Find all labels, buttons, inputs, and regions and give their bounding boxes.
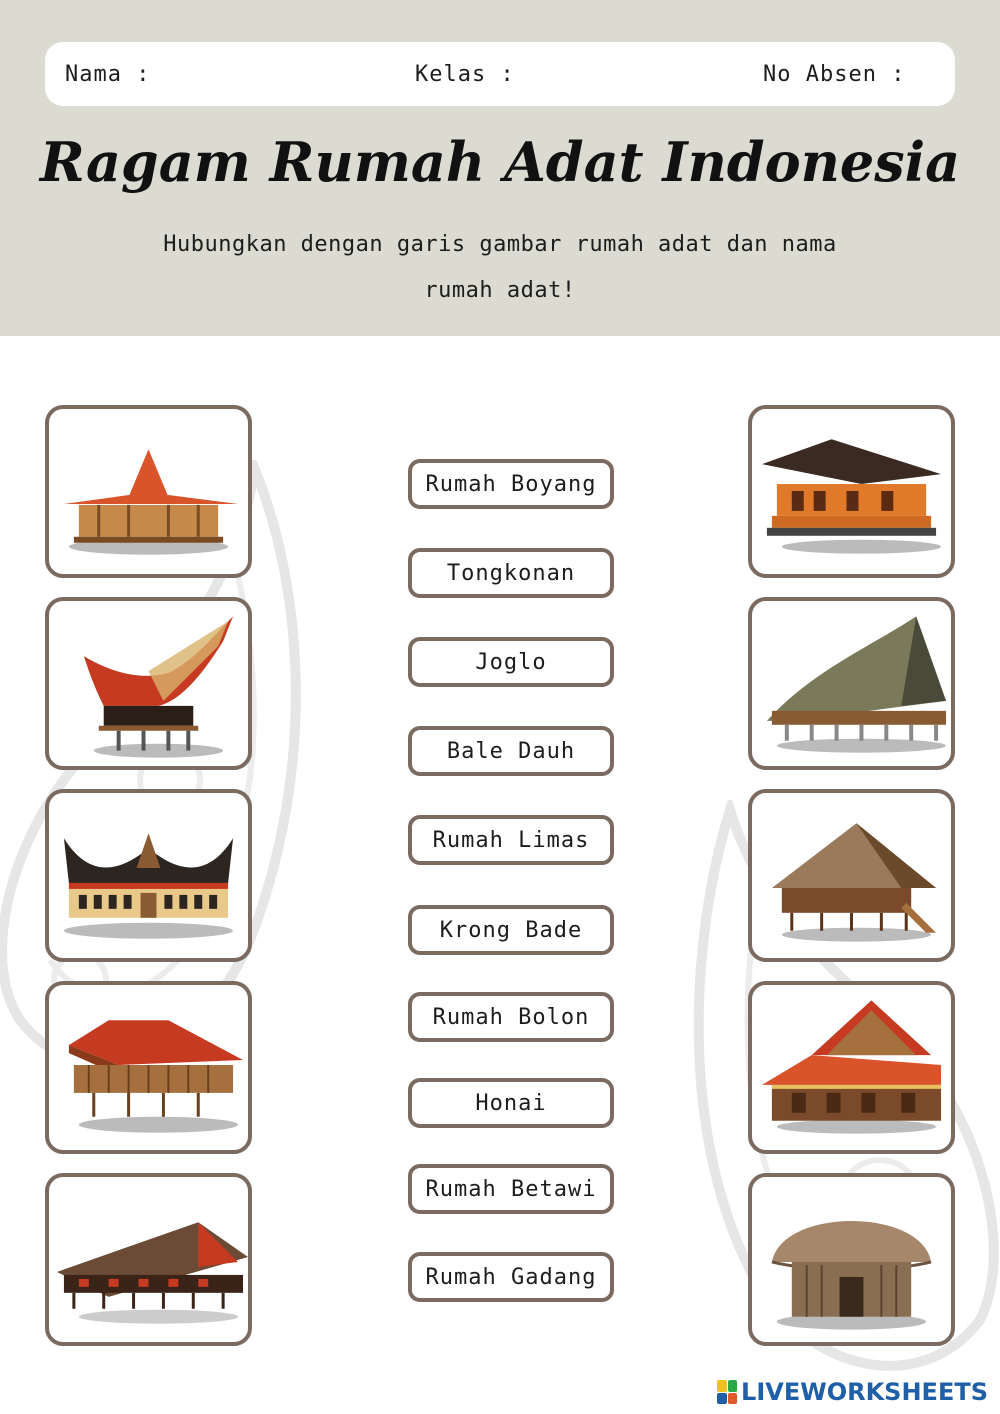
image-card-bale-dauh[interactable]: [748, 405, 955, 578]
label-honai[interactable]: Honai: [408, 1078, 614, 1128]
image-card-rumah-limas[interactable]: [45, 981, 252, 1154]
header-panel: [0, 0, 1000, 336]
rumah-limas-house-icon: [49, 985, 248, 1150]
label-joglo[interactable]: Joglo: [408, 637, 614, 687]
image-card-rumah-bolon[interactable]: [45, 1173, 252, 1346]
liveworksheets-logo-icon: [717, 1380, 737, 1404]
class-field-label[interactable]: Kelas :: [415, 62, 515, 87]
student-info-bar: [45, 42, 955, 106]
brand-text: LIVEWORKSHEETS: [741, 1378, 988, 1406]
label-rumah-betawi[interactable]: Rumah Betawi: [408, 1164, 614, 1214]
liveworksheets-brand: [717, 1378, 988, 1406]
rumah-boyang-house-icon: [752, 601, 951, 766]
bale-dauh-house-icon: [752, 409, 951, 574]
instruction-text: Hubungkan dengan garis gambar rumah adat dan nama rumah adat!: [163, 232, 837, 303]
image-card-rumah-gadang[interactable]: [45, 789, 252, 962]
label-rumah-bolon[interactable]: Rumah Bolon: [408, 992, 614, 1042]
joglo-house-icon: [49, 409, 248, 574]
image-card-rumah-boyang[interactable]: [748, 597, 955, 770]
honai-house-icon: [752, 1177, 951, 1342]
label-rumah-limas[interactable]: Rumah Limas: [408, 815, 614, 865]
rumah-gadang-house-icon: [49, 793, 248, 958]
image-card-rumah-betawi[interactable]: [748, 981, 955, 1154]
label-krong-bade[interactable]: Krong Bade: [408, 905, 614, 955]
page-title: Ragam Rumah Adat Indonesia: [39, 130, 961, 194]
image-card-tongkonan[interactable]: [45, 597, 252, 770]
rumah-betawi-house-icon: [752, 985, 951, 1150]
label-tongkonan[interactable]: Tongkonan: [408, 548, 614, 598]
image-card-krong-bade[interactable]: [748, 789, 955, 962]
label-rumah-boyang[interactable]: Rumah Boyang: [408, 459, 614, 509]
image-card-joglo[interactable]: [45, 405, 252, 578]
label-rumah-gadang[interactable]: Rumah Gadang: [408, 1252, 614, 1302]
name-field-label[interactable]: Nama :: [65, 62, 151, 87]
krong-bade-house-icon: [752, 793, 951, 958]
label-bale-dauh[interactable]: Bale Dauh: [408, 726, 614, 776]
image-card-honai[interactable]: [748, 1173, 955, 1346]
tongkonan-house-icon: [49, 601, 248, 766]
number-field-label[interactable]: No Absen :: [763, 62, 906, 87]
rumah-bolon-house-icon: [49, 1177, 248, 1342]
